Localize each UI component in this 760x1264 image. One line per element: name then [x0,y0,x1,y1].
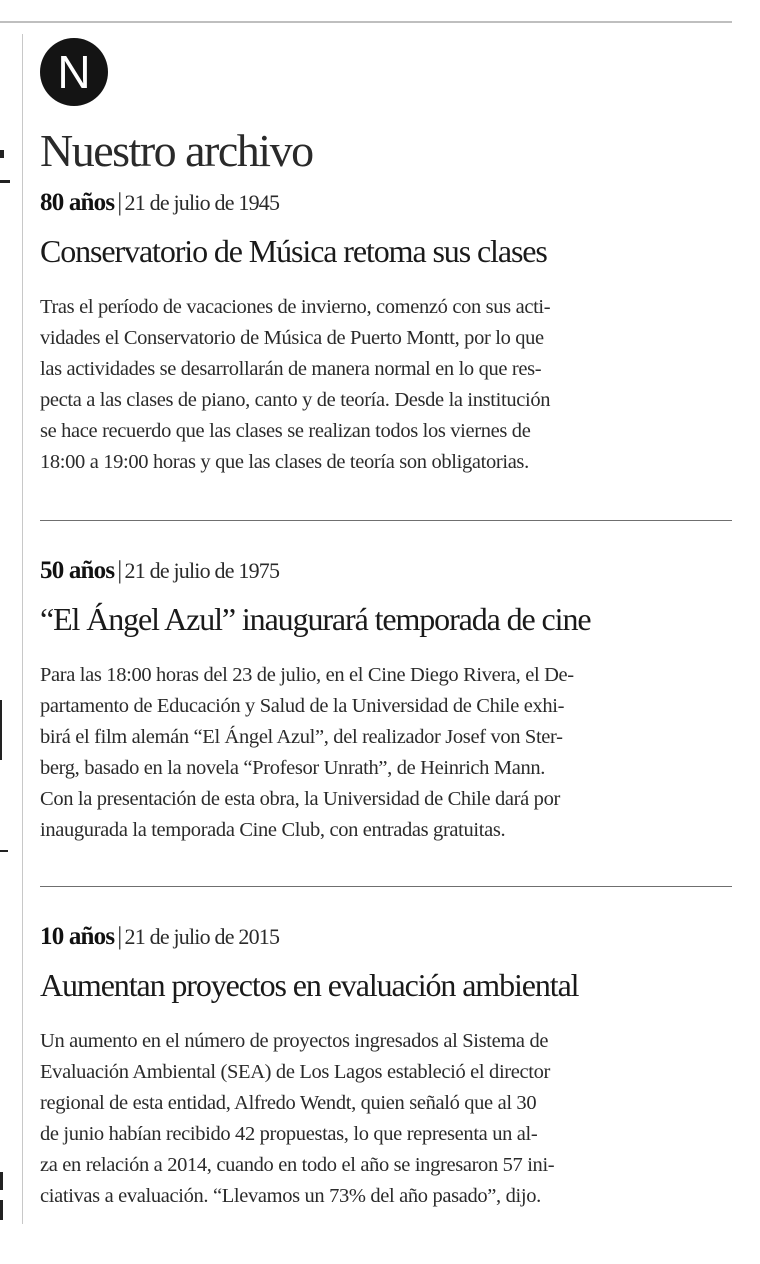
item-headline: Conservatorio de Música retoma sus clases [40,233,547,269]
body-line: za en relación a 2014, cuando en todo el año se ingresaron 57 ini- [40,1154,555,1176]
item-date: 21 de julio de 1945 [124,190,280,215]
item-date: 21 de julio de 1975 [124,558,280,583]
item-meta [40,556,732,586]
item-headline: Aumentan proyectos en evaluación ambiental [40,967,579,1003]
archive-item [40,188,732,478]
body-line: ciativas a evaluación. “Llevamos un 73% del año pasado”, dijo. [40,1185,541,1207]
edge-mark [0,1200,3,1220]
top-rule [0,21,732,23]
archive-item [40,922,732,1212]
years-ago: 10 años [40,923,115,950]
body-line: las actividades se desarrollarán de manera normal en lo que res- [40,358,542,380]
edge-mark [0,1172,3,1190]
item-divider [40,886,732,887]
meta-separator: | [117,189,122,216]
years-ago: 80 años [40,189,115,216]
body-line: inaugurada la temporada Cine Club, con entradas gratuitas. [40,819,506,841]
item-date: 21 de julio de 2015 [124,924,280,949]
body-line: se hace recuerdo que las clases se realizan todos los viernes de [40,420,531,442]
body-line: Un aumento en el número de proyectos ingresados al Sistema de [40,1030,549,1052]
body-line: Tras el período de vacaciones de invierno, comenzó con sus acti- [40,296,551,318]
edge-mark [0,150,4,158]
meta-separator: | [117,557,122,584]
logo-letter: N [57,46,91,98]
years-ago: 50 años [40,557,115,584]
item-body [40,292,732,478]
body-line: Evaluación Ambiental (SEA) de Los Lagos estableció el director [40,1061,550,1083]
section-title: Nuestro archivo [40,125,313,176]
column-rule [22,34,23,1224]
edge-mark [0,700,2,760]
item-meta [40,188,732,218]
item-body [40,660,732,846]
body-line: 18:00 a 19:00 horas y que las clases de teoría son obligatorias. [40,451,529,473]
item-headline: “El Ángel Azul” inaugurará temporada de cine [40,601,591,637]
body-line: partamento de Educación y Salud de la Universidad de Chile exhi- [40,695,565,717]
body-line: Con la presentación de esta obra, la Universidad de Chile dará por [40,788,560,810]
body-line: Para las 18:00 horas del 23 de julio, en el Cine Diego Rivera, el De- [40,664,574,686]
item-body [40,1026,732,1212]
item-meta [40,922,732,952]
body-line: regional de esta entidad, Alfredo Wendt, quien señaló que al 30 [40,1092,537,1114]
logo-n-icon [40,38,108,106]
archive-item [40,556,732,846]
edge-mark [0,180,10,183]
body-line: birá el film alemán “El Ángel Azul”, del realizador Josef von Ster- [40,726,563,748]
body-line: berg, basado en la novela “Profesor Unrath”, de Heinrich Mann. [40,757,546,779]
edge-mark [0,850,8,852]
body-line: pecta a las clases de piano, canto y de teoría. Desde la institución [40,389,551,411]
body-line: de junio habían recibido 42 propuestas, lo que representa un al- [40,1123,538,1145]
meta-separator: | [117,923,122,950]
item-divider [40,520,732,521]
body-line: vidades el Conservatorio de Música de Puerto Montt, por lo que [40,327,544,349]
